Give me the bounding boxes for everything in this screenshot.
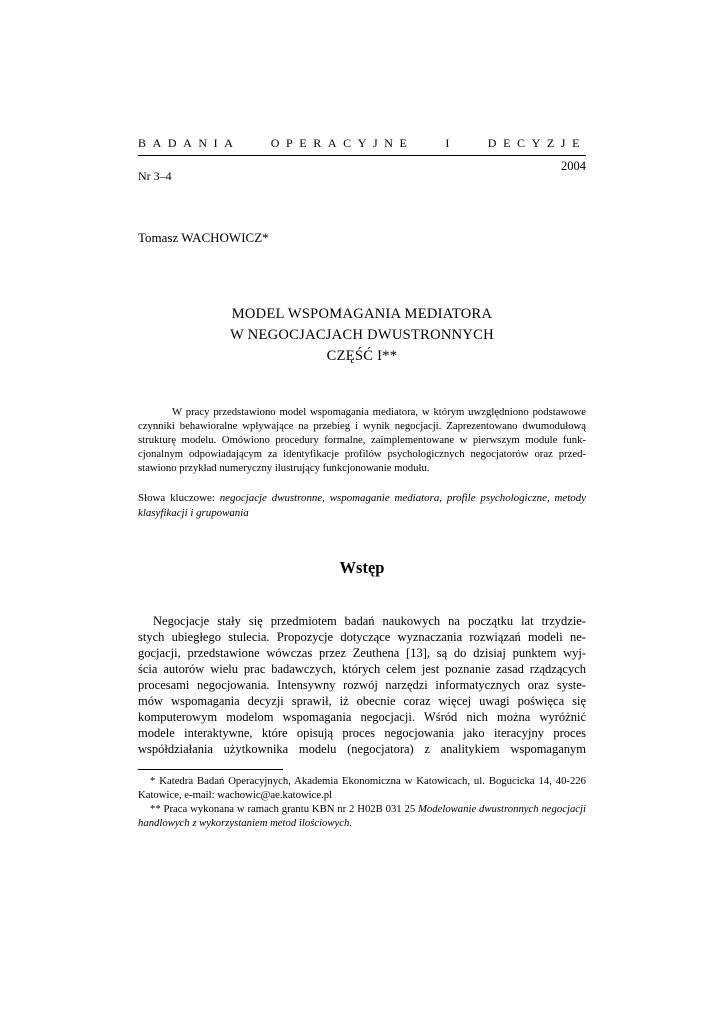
body-paragraph [138,613,586,757]
footnote-line: handlowych z wykorzystaniem metod ilościowych. [138,817,353,829]
abstract-line: stawiono przykład numeryczny ilustrujący funkcjonowanie modułu. [138,462,430,474]
body-line: modele interaktywne, które opisują proces negocjowania jako iteracyjny proces [138,726,586,740]
abstract-line: cjonalnym odpowiadającym za identyfikacje profilów psychologicznych negocjatorów oraz przed- [138,448,586,460]
article-title [138,304,586,367]
abstract [138,405,586,475]
footnote-line: Katowice, e-mail: wachowic@ae.katowice.pl [138,789,333,801]
body-line: mów wspomagania decyzji sprawił, iż obecnie coraz więcej uwagi poświęca się [138,694,586,708]
footnote-second [138,802,586,830]
issue-row [138,156,586,186]
body-line: Negocjacje stały się przedmiotem badań naukowych na początku lat trzydzie- [153,614,586,628]
footnote-first [138,774,586,802]
keywords-label: Słowa kluczowe: [138,492,220,504]
body-line: ścia autorów wielu prac badawczych, których celem jest poznanie zasad rządzących [138,662,586,676]
abstract-line: W pracy przedstawiono model wspomagania mediatora, w którym uwzględniono podstawowe [172,406,586,418]
footnote-second-grant-title: Modelowanie dwustronnych negocjacji [418,803,586,815]
article-title-line: MODEL WSPOMAGANIA MEDIATORA [231,306,493,322]
author-name: Tomasz WACHOWICZ* [138,230,269,245]
footnote-line [138,802,586,816]
body-line: współdziałania użytkownika modelu (negocjatora) z analitykiem wspomaganym [138,742,586,756]
footnote-second-text: ** Praca wykonana w ramach grantu KBN nr 2 H02B 031 25 [150,803,419,815]
keywords-text: negocjacje dwustronne, wspomaganie mediatora, profile psychologiczne, metody [219,492,586,504]
section-heading: Wstęp [339,558,385,577]
keywords [138,491,586,521]
footnote-rule [138,769,283,770]
keywords-line: klasyfikacji i grupowania [138,507,249,519]
footnotes [138,774,586,830]
abstract-line: strukturę modelu. Omówiono procedury formalne, zaimplementowane w pierwszym module funk- [138,434,586,446]
issue-number: Nr 3–4 [138,169,172,183]
body-line: gocjacji, przedstawione wówczas przez Zeuthena [13], są do dzisiaj punktem wyj- [138,646,586,660]
keywords-line [138,491,586,506]
body-line: komputerowym modelom wspomagania negocjacji. Wśród nich można wyróżnić [138,710,586,724]
abstract-line: czynniki behawioralne wpływające na przebieg i wynik negocjacji. Zaprezentowano dwumodułową [138,420,586,432]
issue-year: 2004 [561,159,586,173]
body-line: stych ubiegłego stulecia. Propozycje dotyczące wyznaczania rozwiązań modeli ne- [138,630,586,644]
footnote-line: * Katedra Badań Operacyjnych, Akademia Ekonomiczna w Katowicach, ul. Bogucicka 14, 40-226 [150,775,586,787]
body-line: procesami negocjowania. Intensywny rozwój narzędzi informatycznych oraz syste- [138,678,586,692]
article-title-line: CZĘŚĆ I** [326,348,398,364]
journal-title: BADANIA OPERACYJNE I DECYZJE [138,136,586,150]
article-title-line: W NEGOCJACJACH DWUSTRONNYCH [230,327,494,343]
